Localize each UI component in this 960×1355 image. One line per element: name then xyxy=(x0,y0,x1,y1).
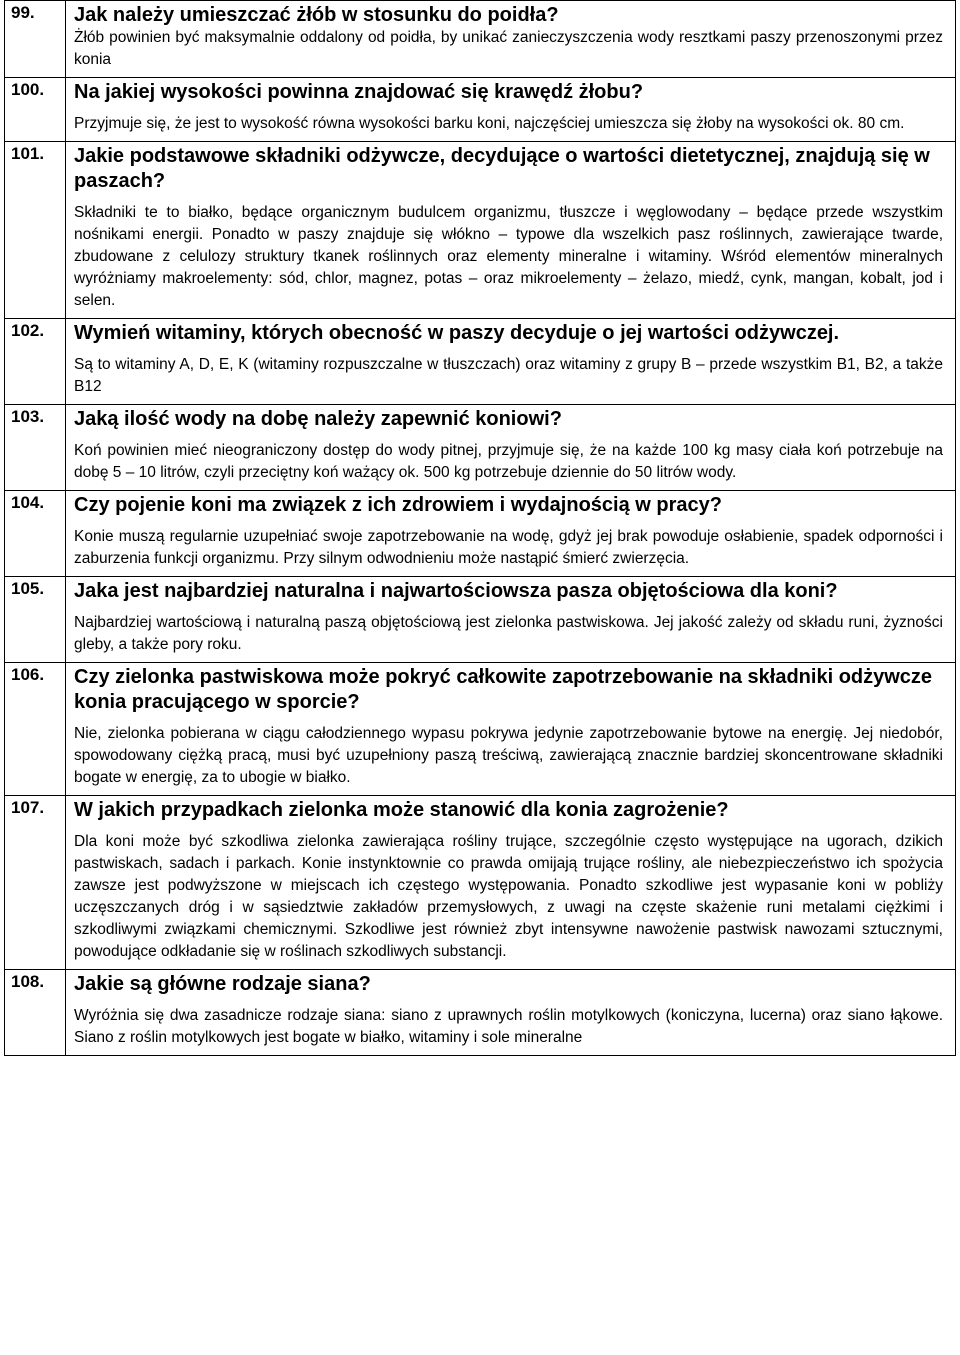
qa-cell xyxy=(66,577,956,663)
question-number: 108. xyxy=(5,970,66,1056)
answer-text: Nie, zielonka pobierana w ciągu całodziennego wypasu pokrywa jedynie zapotrzebowanie bytowe na energię. Jej niedobór, spowodowany ciężką pracą, musi być uzupełniony paszą treściwą, zawierającą znacznie bardziej skoncentrowane składniki bogate w energię, za to ubogie w białko. xyxy=(74,725,943,786)
qa-row-104 xyxy=(5,491,956,577)
question-text: W jakich przypadkach zielonka może stanowić dla konia zagrożenie? xyxy=(74,799,729,821)
answer-text: Najbardziej wartościową i naturalną paszą objętościową jest zielonka pastwiskowa. Jej jakość zależy od składu runi, żyzności gleby, a także pory roku. xyxy=(74,614,943,653)
question-text: Jakie są główne rodzaje siana? xyxy=(74,973,371,995)
answer-text: Są to witaminy A, D, E, K (witaminy rozpuszczalne w tłuszczach) oraz witaminy z grupy B – przede wszystkim B1, B2, a także B12 xyxy=(74,356,943,395)
qa-row-103 xyxy=(5,405,956,491)
question-number: 104. xyxy=(5,491,66,577)
qa-row-100 xyxy=(5,78,956,142)
qa-cell xyxy=(66,970,956,1056)
qa-row-99 xyxy=(5,1,956,78)
answer-text: Wyróżnia się dwa zasadnicze rodzaje siana: siano z uprawnych roślin motylkowych (koniczyna, lucerna) oraz siano łąkowe. Siano z roślin motylkowych jest bogate w białko, witaminy i sole mineralne xyxy=(74,1007,943,1046)
qa-cell xyxy=(66,78,956,142)
qa-cell xyxy=(66,142,956,319)
question-text: Jaką ilość wody na dobę należy zapewnić koniowi? xyxy=(74,408,562,430)
question-number: 103. xyxy=(5,405,66,491)
qa-row-101 xyxy=(5,142,956,319)
question-text: Na jakiej wysokości powinna znajdować się krawędź żłobu? xyxy=(74,81,644,103)
qa-row-106 xyxy=(5,663,956,796)
qa-row-107 xyxy=(5,796,956,970)
qa-cell xyxy=(66,405,956,491)
answer-text: Składniki te to białko, będące organicznym budulcem organizmu, tłuszcze i węglowodany – będące przede wszystkim nośnikami energii. Ponadto w paszy znajduje się włókno – typowe dla wszelkich pasz roślinnych, zawierające twarde, zbudowane z celulozy struktury tkanek roślinnych oraz elementy mineralne i witaminy. Wśród elementów mineralnych wyróżniamy makroelementy: sód, chlor, magnez, potas – oraz mikroelementy – żelazo, miedź, cynk, mangan, kobalt, jod i selen. xyxy=(74,204,943,309)
question-number: 106. xyxy=(5,663,66,796)
question-number: 107. xyxy=(5,796,66,970)
question-text: Czy pojenie koni ma związek z ich zdrowiem i wydajnością w pracy? xyxy=(74,494,722,516)
answer-text: Przyjmuje się, że jest to wysokość równa wysokości barku koni, najczęściej umieszcza się żłoby na wysokości ok. 80 cm. xyxy=(74,115,905,132)
qa-row-102 xyxy=(5,319,956,405)
answer-text: Żłób powinien być maksymalnie oddalony od poidła, by unikać zanieczyszczenia wody resztkami paszy przenoszonymi przez konia xyxy=(74,29,943,68)
question-text: Jak należy umieszczać żłób w stosunku do poidła? xyxy=(74,4,559,26)
question-number: 99. xyxy=(5,1,66,78)
question-text: Czy zielonka pastwiskowa może pokryć całkowite zapotrzebowanie na składniki odżywcze konia pracującego w sporcie? xyxy=(74,666,933,713)
qa-cell xyxy=(66,319,956,405)
answer-text: Konie muszą regularnie uzupełniać swoje zapotrzebowanie na wodę, gdyż jej brak powoduje osłabienie, spadek odporności i zaburzenia funkcji organizmu. Przy silnym odwodnieniu może nastąpić śmierć zwierzęcia. xyxy=(74,528,943,567)
question-number: 101. xyxy=(5,142,66,319)
answer-text: Koń powinien mieć nieograniczony dostęp do wody pitnej, przyjmuje się, że na każde 100 kg masy ciała koń potrzebuje na dobę 5 – 10 litrów, czyli przeciętny koń ważący ok. 500 kg potrzebuje dziennie do 50 litrów wody. xyxy=(74,442,943,481)
question-text: Jaka jest najbardziej naturalna i najwartościowsza pasza objętościowa dla koni? xyxy=(74,580,838,602)
qa-cell xyxy=(66,1,956,78)
question-text: Jakie podstawowe składniki odżywcze, decydujące o wartości dietetycznej, znajdują się w paszach? xyxy=(74,145,930,192)
answer-text: Dla koni może być szkodliwa zielonka zawierająca rośliny trujące, szczególnie często występujące na ugorach, dzikich pastwiskach, sadach i parkach. Konie instynktownie co prawda omijają trujące rośliny, ale niebezpieczeństwo ich spożycia zawsze jest podwyższone w miejscach ich częstego występowania. Ponadto szkodliwe jest wypasanie koni w pobliży uczęszczanych dróg i w sąsiedztwie zakładów przemysłowych, z uwagi na częste skażenie runi metalami ciężkimi i szkodliwymi związkami chemicznymi. Szkodliwe jest również zbyt intensywne nawożenie pastwisk nawozami sztucznymi, powodujące odkładanie się w roślinach szkodliwych substancji. xyxy=(74,833,943,960)
qa-cell xyxy=(66,663,956,796)
qa-cell xyxy=(66,491,956,577)
qa-row-108 xyxy=(5,970,956,1056)
qa-table xyxy=(4,0,956,1056)
qa-cell xyxy=(66,796,956,970)
question-number: 102. xyxy=(5,319,66,405)
question-text: Wymień witaminy, których obecność w paszy decyduje o jej wartości odżywczej. xyxy=(74,322,840,344)
question-number: 100. xyxy=(5,78,66,142)
qa-row-105 xyxy=(5,577,956,663)
question-number: 105. xyxy=(5,577,66,663)
